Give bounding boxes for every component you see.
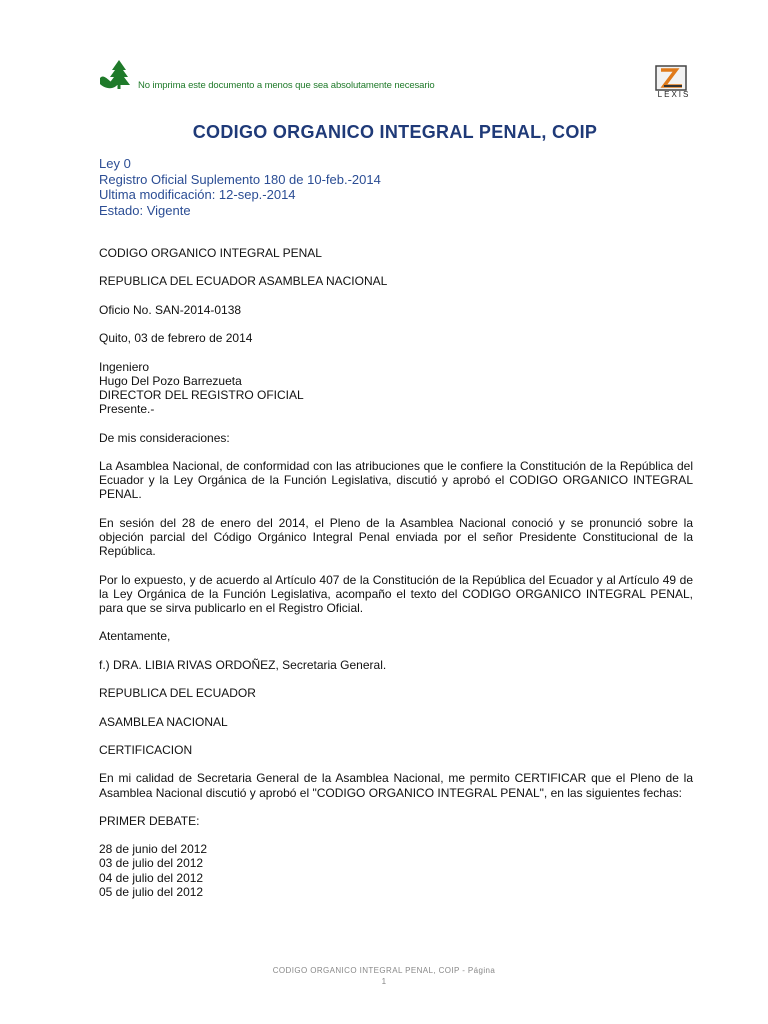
salutation: De mis consideraciones: xyxy=(99,430,230,445)
addressee-position: DIRECTOR DEL REGISTRO OFICIAL xyxy=(99,387,304,402)
debate-dates xyxy=(99,842,693,899)
republica-asamblea-line: REPUBLICA DEL ECUADOR ASAMBLEA NACIONAL xyxy=(99,274,388,289)
certificacion-heading: CERTIFICACION xyxy=(99,742,193,757)
document-body xyxy=(99,246,693,913)
meta-registro: Registro Oficial Suplemento 180 de 10-feb.-2014 xyxy=(99,171,381,187)
debate-date: 28 de junio del 2012 xyxy=(99,842,208,857)
republica-line: REPUBLICA DEL ECUADOR xyxy=(99,686,256,701)
addressee-block xyxy=(99,360,693,417)
oficio-number: Oficio No. SAN-2014-0138 xyxy=(99,302,242,317)
addressee-title: Ingeniero xyxy=(99,359,150,374)
document-title: CODIGO ORGANICO INTEGRAL PENAL, COIP xyxy=(192,122,598,142)
eco-tree-logo xyxy=(99,58,135,92)
page-number: 1 xyxy=(381,977,387,986)
paragraph-1: La Asamblea Nacional, de conformidad con las atribuciones que le confiere la Constitución de la República del Ecuador y la Ley Orgánica de la Función Legislativa, discutió y aprobó el CODIGO ORGANICO INTEGRAL PENAL. xyxy=(99,458,693,502)
asamblea-line: ASAMBLEA NACIONAL xyxy=(99,714,228,729)
body-heading: CODIGO ORGANICO INTEGRAL PENAL xyxy=(99,246,322,260)
meta-ley: Ley 0 xyxy=(99,156,131,171)
signature: f.) DRA. LIBIA RIVAS ORDOÑEZ, Secretaria General. xyxy=(99,657,387,672)
debate-date: 03 de julio del 2012 xyxy=(99,856,204,871)
print-note: No imprima este documento a menos que sea absolutamente necesario xyxy=(138,80,435,91)
meta-estado: Estado: Vigente xyxy=(99,202,191,218)
debate-date: 05 de julio del 2012 xyxy=(99,884,204,899)
page-footer: CODIGO ORGANICO INTEGRAL PENAL, COIP - Página xyxy=(272,966,496,975)
paragraph-3: Por lo expuesto, y de acuerdo al Artículo 407 de la Constitución de la República del Ecuador y al Artículo 49 de la Ley Orgánica de la Función Legislativa, acompaño el texto del CODIGO ORGANICO INTEGRAL PENAL, para que se sirva publicarlo en el Registro Oficial. xyxy=(99,572,693,615)
lexis-wordmark: LEXIS xyxy=(657,90,691,99)
primer-debate-heading: PRIMER DEBATE: xyxy=(99,813,200,828)
addressee-presente: Presente.- xyxy=(99,402,155,417)
meta-modificacion: Ultima modificación: 12-sep.-2014 xyxy=(99,187,296,203)
closing: Atentamente, xyxy=(99,629,171,644)
paragraph-4: En mi calidad de Secretaria General de la Asamblea Nacional, me permito CERTIFICAR que el Pleno de la Asamblea Nacional discutió y aprobó el "CODIGO ORGANICO INTEGRAL PENAL", en las siguientes fechas: xyxy=(99,771,693,800)
debate-date: 04 de julio del 2012 xyxy=(99,870,204,885)
document-meta xyxy=(99,156,381,218)
paragraph-2: En sesión del 28 de enero del 2014, el Pleno de la Asamblea Nacional conoció y se pronunció sobre la objeción parcial del Código Orgánico Integral Penal enviada por el señor Presidente Constitucional de la República. xyxy=(99,515,693,559)
addressee-name: Hugo Del Pozo Barrezueta xyxy=(99,373,242,388)
letter-date: Quito, 03 de febrero de 2014 xyxy=(99,331,253,346)
